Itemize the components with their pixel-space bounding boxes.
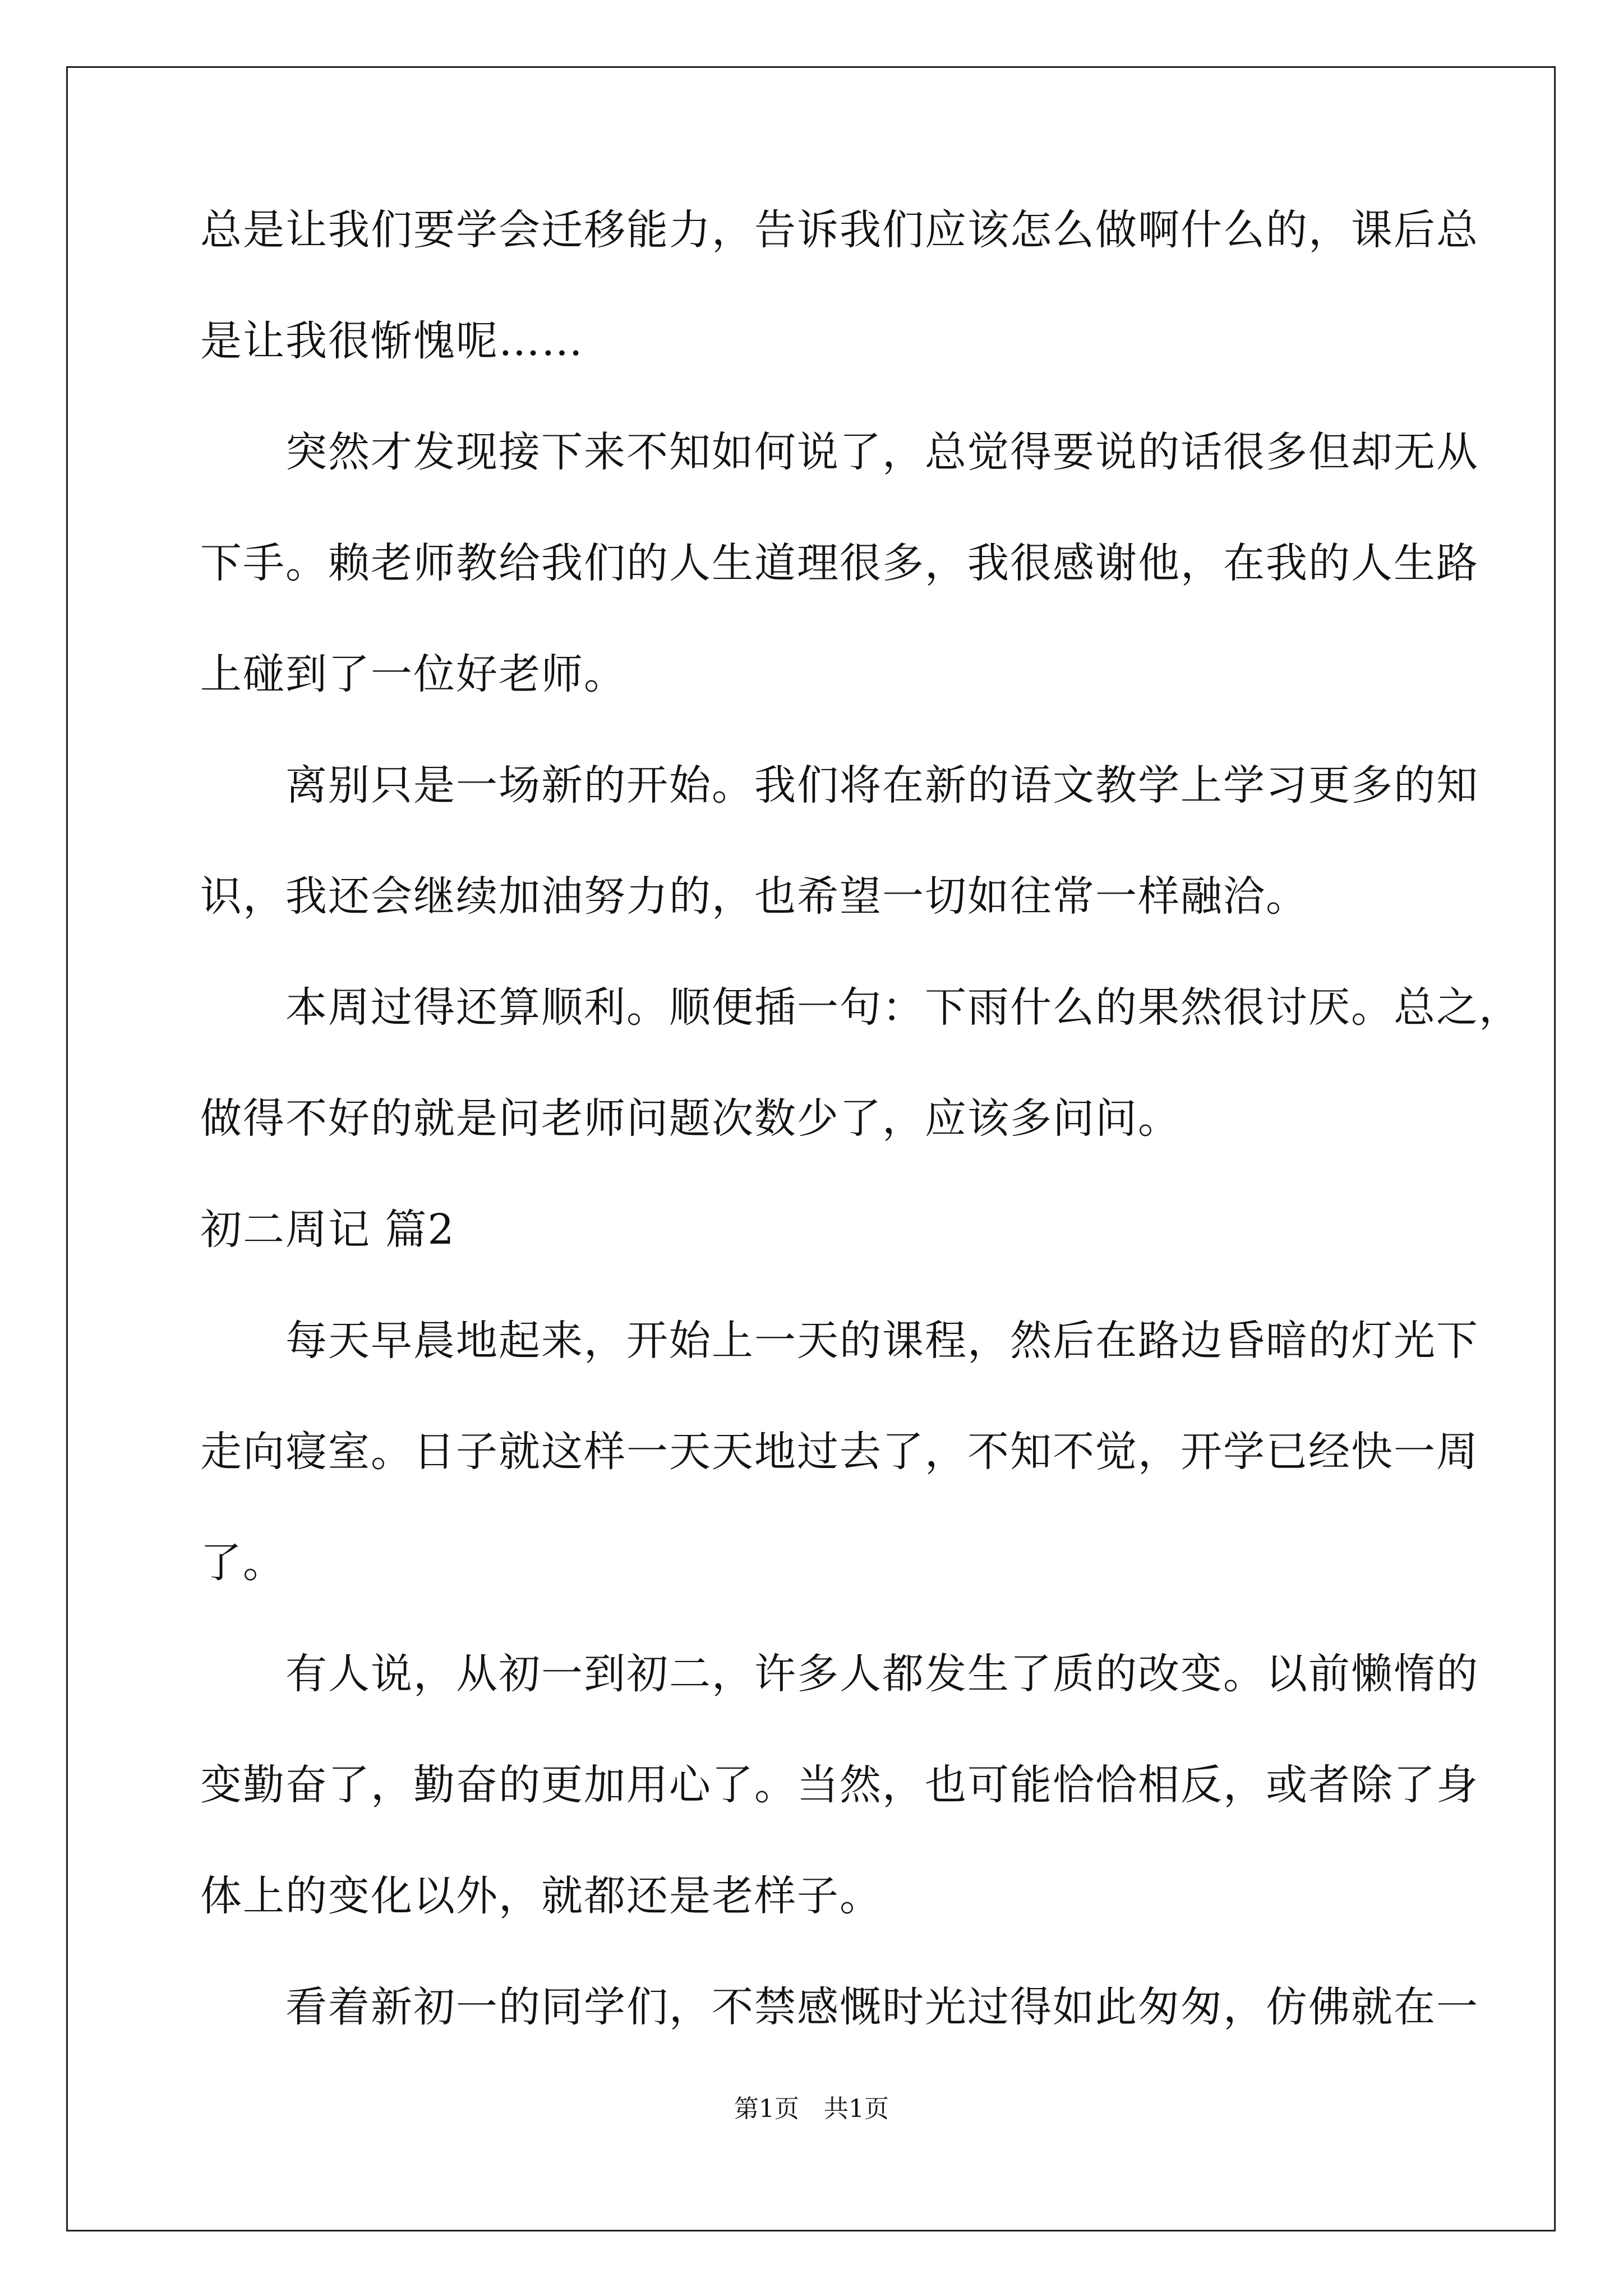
text-line: 下手。赖老师教给我们的人生道理很多，我很感谢他，在我的人生路 [200, 539, 1479, 587]
text-line: 本周过得还算顺利。顺便插一句：下雨什么的果然很讨厌。总之， [200, 983, 1521, 1032]
text-line: 是让我很惭愧呢…… [200, 317, 584, 365]
text-line: 变勤奋了，勤奋的更加用心了。当然，也可能恰恰相反，或者除了身 [200, 1761, 1479, 1809]
document-body [200, 202, 1521, 2035]
text-line: 上碰到了一位好老师。 [200, 650, 626, 698]
section-heading [200, 1202, 1434, 1258]
paragraph [200, 1646, 1479, 1924]
text-line: 识，我还会继续加油努力的，也希望一切如往常一样融洽。 [200, 872, 1308, 921]
paragraph [200, 202, 1479, 369]
text-line: 总是让我们要学会迁移能力，告诉我们应该怎么做啊什么的，课后总 [200, 206, 1479, 254]
text-line: 了。 [200, 1539, 285, 1587]
text-line: 体上的变化以外，就都还是老样子。 [200, 1872, 882, 1920]
text-line: 看着新初一的同学们，不禁感慨时光过得如此匆匆，仿佛就在一 [200, 1983, 1479, 2031]
text-line: 做得不好的就是问老师问题次数少了，应该多问问。 [200, 1094, 1181, 1143]
paragraph [200, 1979, 1479, 2035]
heading-text: 初二周记 篇2 [200, 1205, 455, 1254]
text-line: 每天早晨地起来，开始上一天的课程，然后在路边昏暗的灯光下 [200, 1317, 1479, 1365]
paragraph [200, 1313, 1479, 1591]
text-line: 走向寝室。日子就这样一天天地过去了，不知不觉，开学已经快一周 [200, 1428, 1479, 1476]
page-footer: 第1页 共1页 [734, 2095, 889, 2123]
paragraph [200, 757, 1479, 924]
text-line: 有人说，从初一到初二，许多人都发生了质的改变。以前懒惰的 [200, 1650, 1479, 1698]
text-line: 突然才发现接下来不知如何说了，总觉得要说的话很多但却无从 [200, 428, 1479, 476]
paragraph [200, 424, 1479, 702]
paragraph [200, 979, 1521, 1147]
text-line: 离别只是一场新的开始。我们将在新的语文教学上学习更多的知 [200, 761, 1479, 809]
